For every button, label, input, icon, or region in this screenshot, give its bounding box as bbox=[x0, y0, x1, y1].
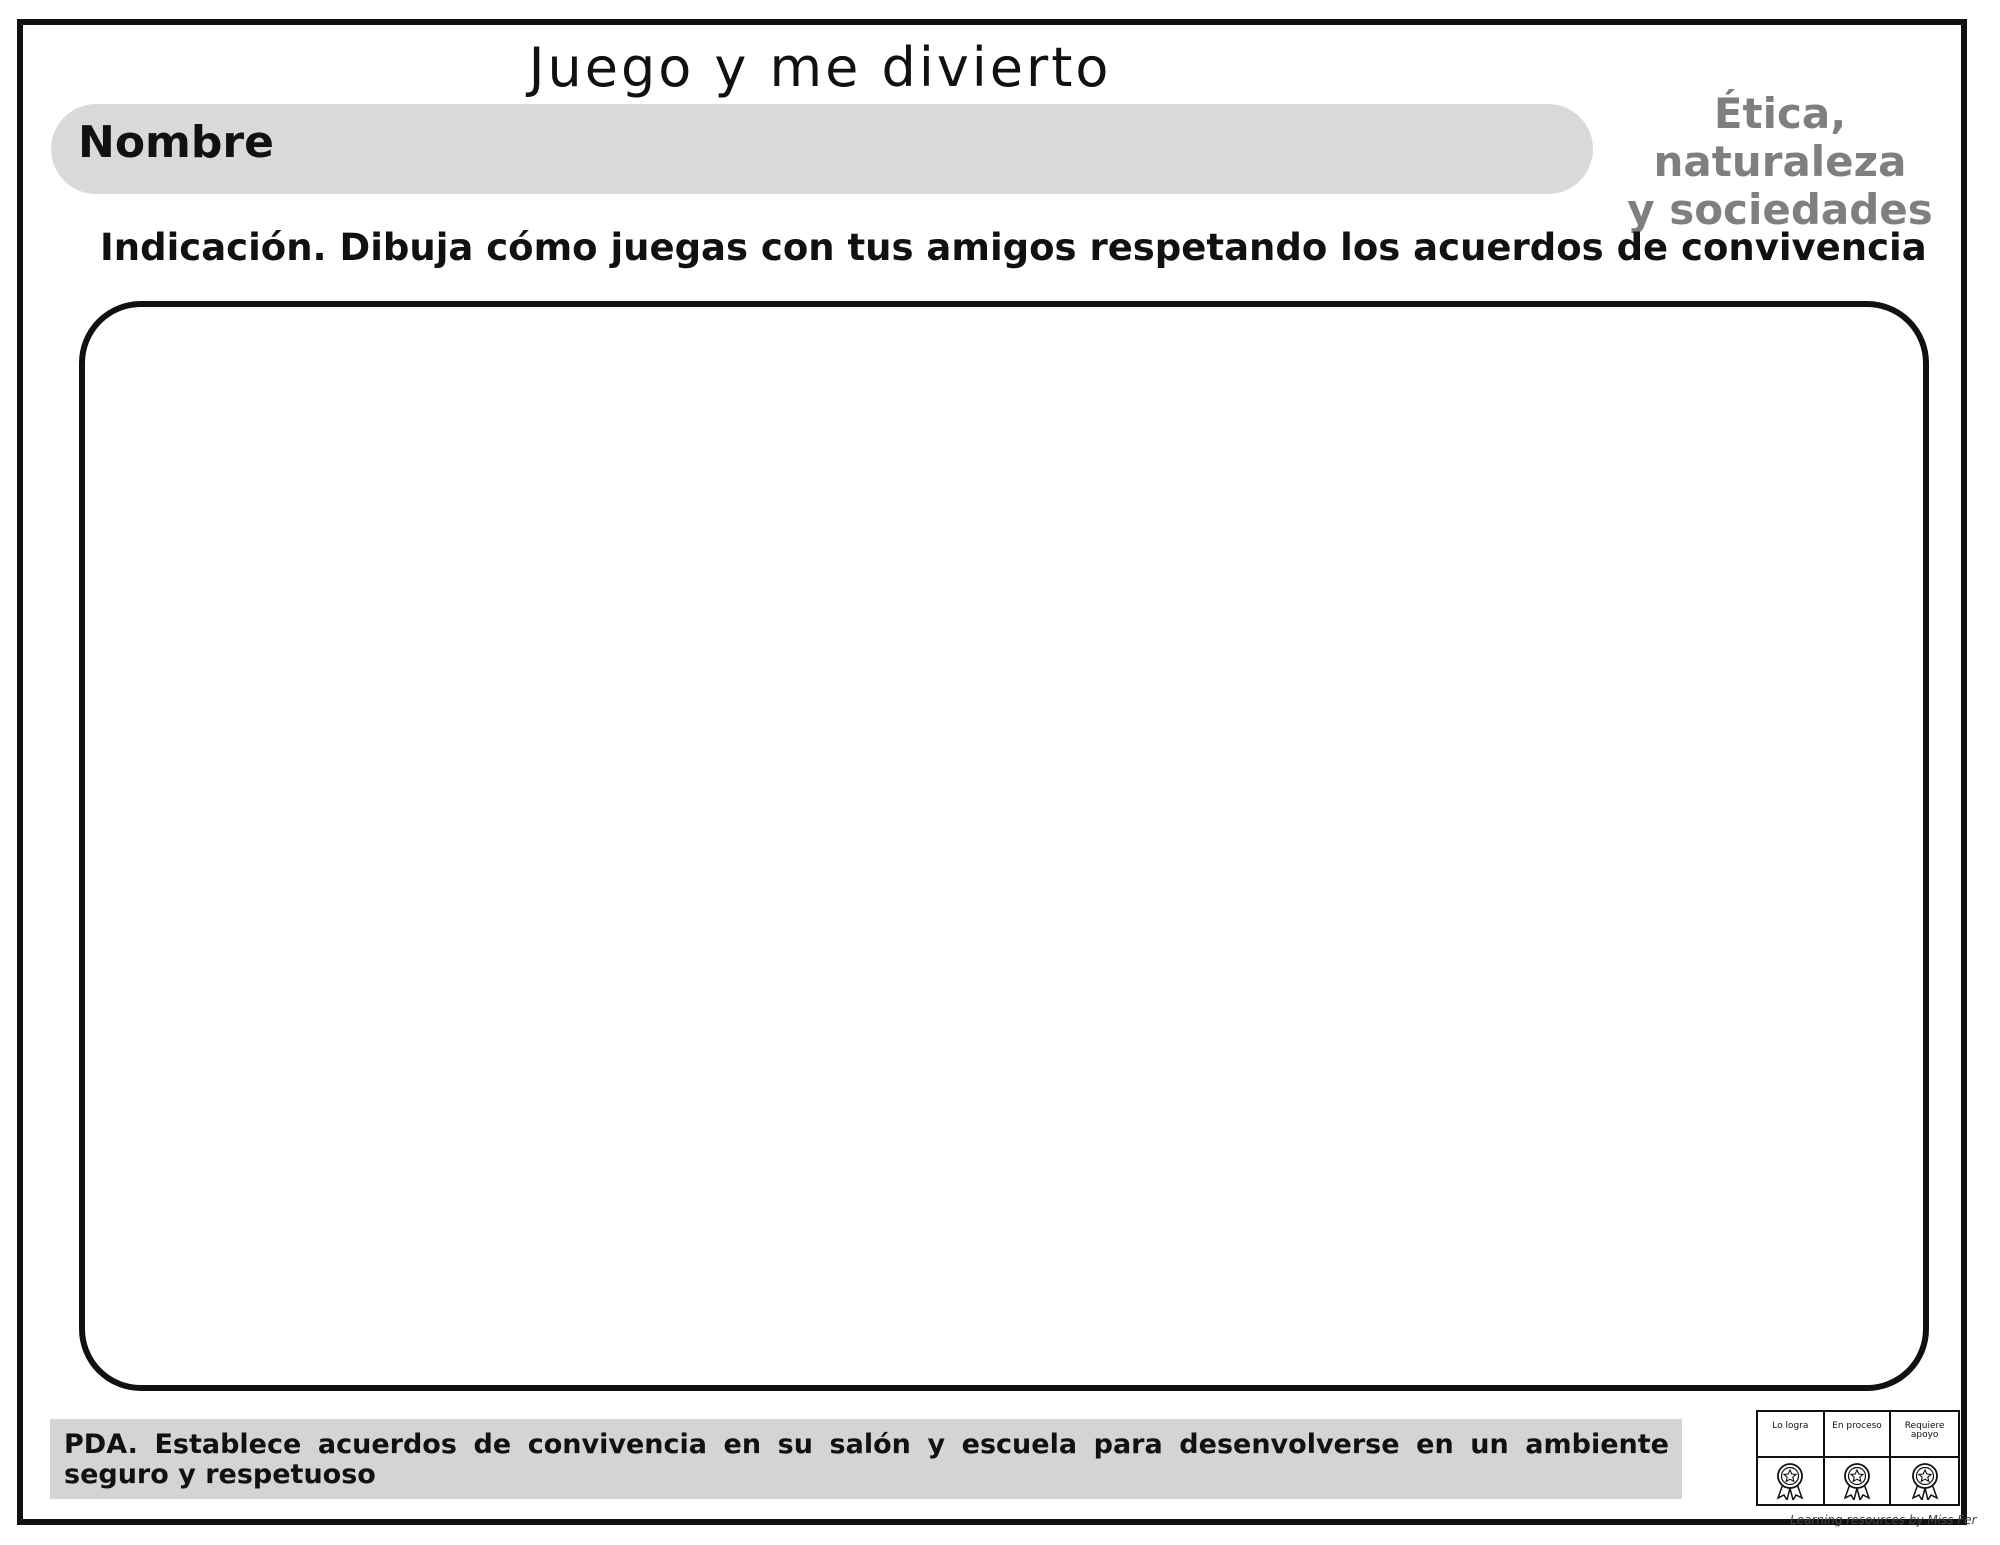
eval-option-requiere-apoyo[interactable] bbox=[1891, 1458, 1958, 1504]
eval-header-lo-logra: Lo logra bbox=[1758, 1412, 1825, 1458]
eval-option-lo-logra[interactable] bbox=[1758, 1458, 1825, 1504]
eval-header-en-proceso: En proceso bbox=[1825, 1412, 1892, 1458]
subject-line-2: y sociedades bbox=[1627, 185, 1933, 234]
pda-text: PDA. Establece acuerdos de convivencia en su salón y escuela para desenvolverse en un ambiente seguro y respetuoso bbox=[64, 1429, 1669, 1490]
subject-line-1: Ética, naturaleza bbox=[1653, 89, 1907, 186]
drawing-area[interactable] bbox=[79, 301, 1929, 1391]
subject-label bbox=[1590, 90, 1970, 234]
award-ribbon-icon bbox=[1910, 1462, 1940, 1500]
instruction-text: Indicación. Dibuja cómo juegas con tus amigos respetando los acuerdos de convivencia bbox=[100, 226, 1927, 269]
evaluation-table bbox=[1756, 1410, 1960, 1506]
worksheet-title: Juego y me divierto bbox=[528, 36, 1112, 99]
eval-option-en-proceso[interactable] bbox=[1825, 1458, 1892, 1504]
name-field[interactable] bbox=[51, 104, 1593, 194]
name-label: Nombre bbox=[78, 117, 274, 168]
credit-text: Learning resources by Miss Fer bbox=[1790, 1513, 1977, 1527]
award-ribbon-icon bbox=[1775, 1462, 1805, 1500]
award-ribbon-icon bbox=[1842, 1462, 1872, 1500]
eval-header-requiere-apoyo: Requiere apoyo bbox=[1891, 1412, 1958, 1458]
